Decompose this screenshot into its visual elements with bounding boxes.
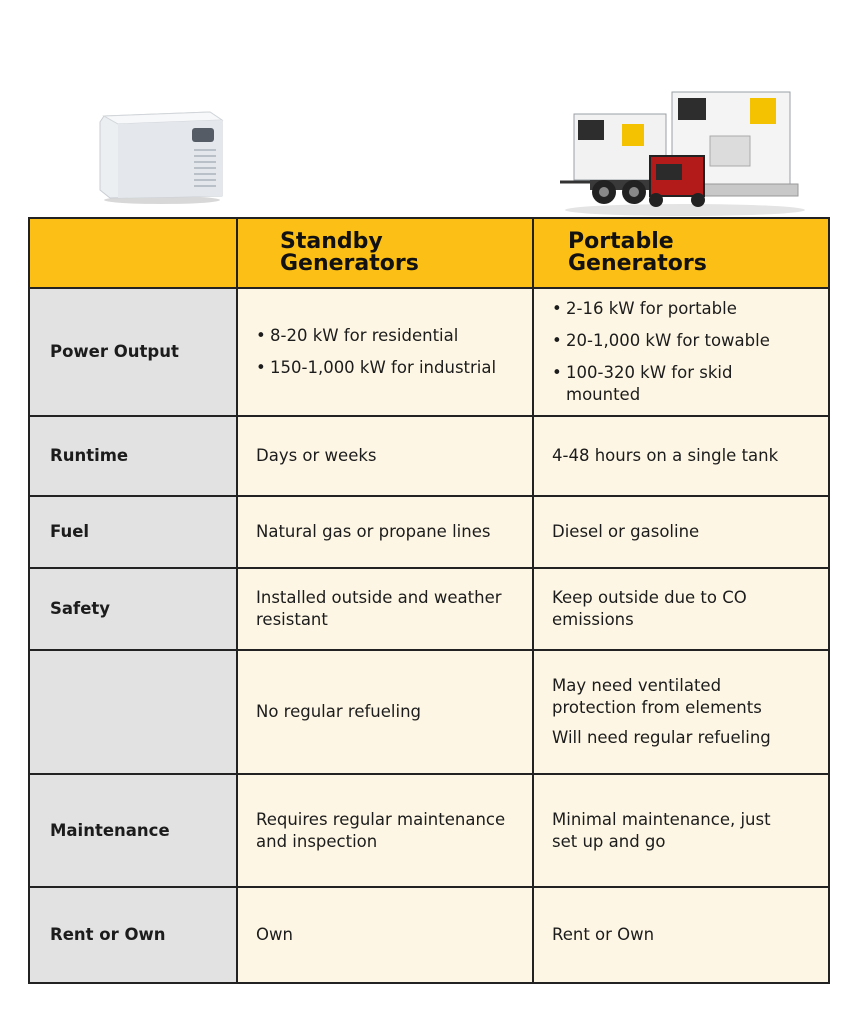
- portable-maintenance: [534, 775, 828, 888]
- portable-refueling-text: Will need regular refueling: [552, 728, 771, 747]
- portable-safety: [534, 569, 828, 651]
- portable-power-output: [534, 289, 828, 417]
- portable-maintenance-text: Minimal maintenance, just set up and go: [552, 809, 771, 851]
- standby-power-output: [238, 289, 534, 417]
- list-item: • 20-1,000 kW for towable: [552, 330, 810, 352]
- standby-rent-or-own: Own: [238, 888, 534, 982]
- comparison-table: [28, 217, 830, 984]
- row-label-maintenance: Maintenance: [30, 775, 238, 888]
- standby-runtime: Days or weeks: [238, 417, 534, 497]
- portable-rent-or-own: Rent or Own: [534, 888, 828, 982]
- standby-fuel: Natural gas or propane lines: [238, 497, 534, 569]
- standby-column-title: Standby Generators: [280, 229, 419, 276]
- row-label-empty: [30, 651, 238, 775]
- portable-fuel: Diesel or gasoline: [534, 497, 828, 569]
- row-label-fuel: Fuel: [30, 497, 238, 569]
- header-empty-cell: [30, 219, 238, 289]
- header-portable-cell: [534, 219, 828, 289]
- list-item: • 100-320 kW for skid mounted: [552, 362, 810, 406]
- portable-generators-image: [560, 86, 810, 218]
- list-item: • 2-16 kW for portable: [552, 298, 810, 320]
- standby-maintenance-text: Requires regular maintenance and inspection: [256, 809, 506, 851]
- list-item: • 150-1,000 kW for industrial: [256, 357, 514, 379]
- standby-safety-text: Installed outside and weather resistant: [256, 588, 502, 629]
- header-standby-cell: [238, 219, 534, 289]
- portable-safety-text: Keep outside due to CO emissions: [552, 588, 747, 629]
- portable-protection-text: May need ventilated protection from elements: [552, 676, 762, 717]
- standby-safety: [238, 569, 534, 651]
- portable-refueling: [534, 651, 828, 775]
- standby-refueling: No regular refueling: [238, 651, 534, 775]
- standby-generator-image: [96, 104, 228, 206]
- standby-maintenance: [238, 775, 534, 888]
- row-label-safety: Safety: [30, 569, 238, 651]
- row-label-rent-or-own: Rent or Own: [30, 888, 238, 982]
- portable-column-title: Portable Generators: [568, 229, 707, 276]
- row-label-runtime: Runtime: [30, 417, 238, 497]
- row-label-power-output: Power Output: [30, 289, 238, 417]
- list-item: • 8-20 kW for residential: [256, 325, 514, 347]
- portable-runtime: 4-48 hours on a single tank: [534, 417, 828, 497]
